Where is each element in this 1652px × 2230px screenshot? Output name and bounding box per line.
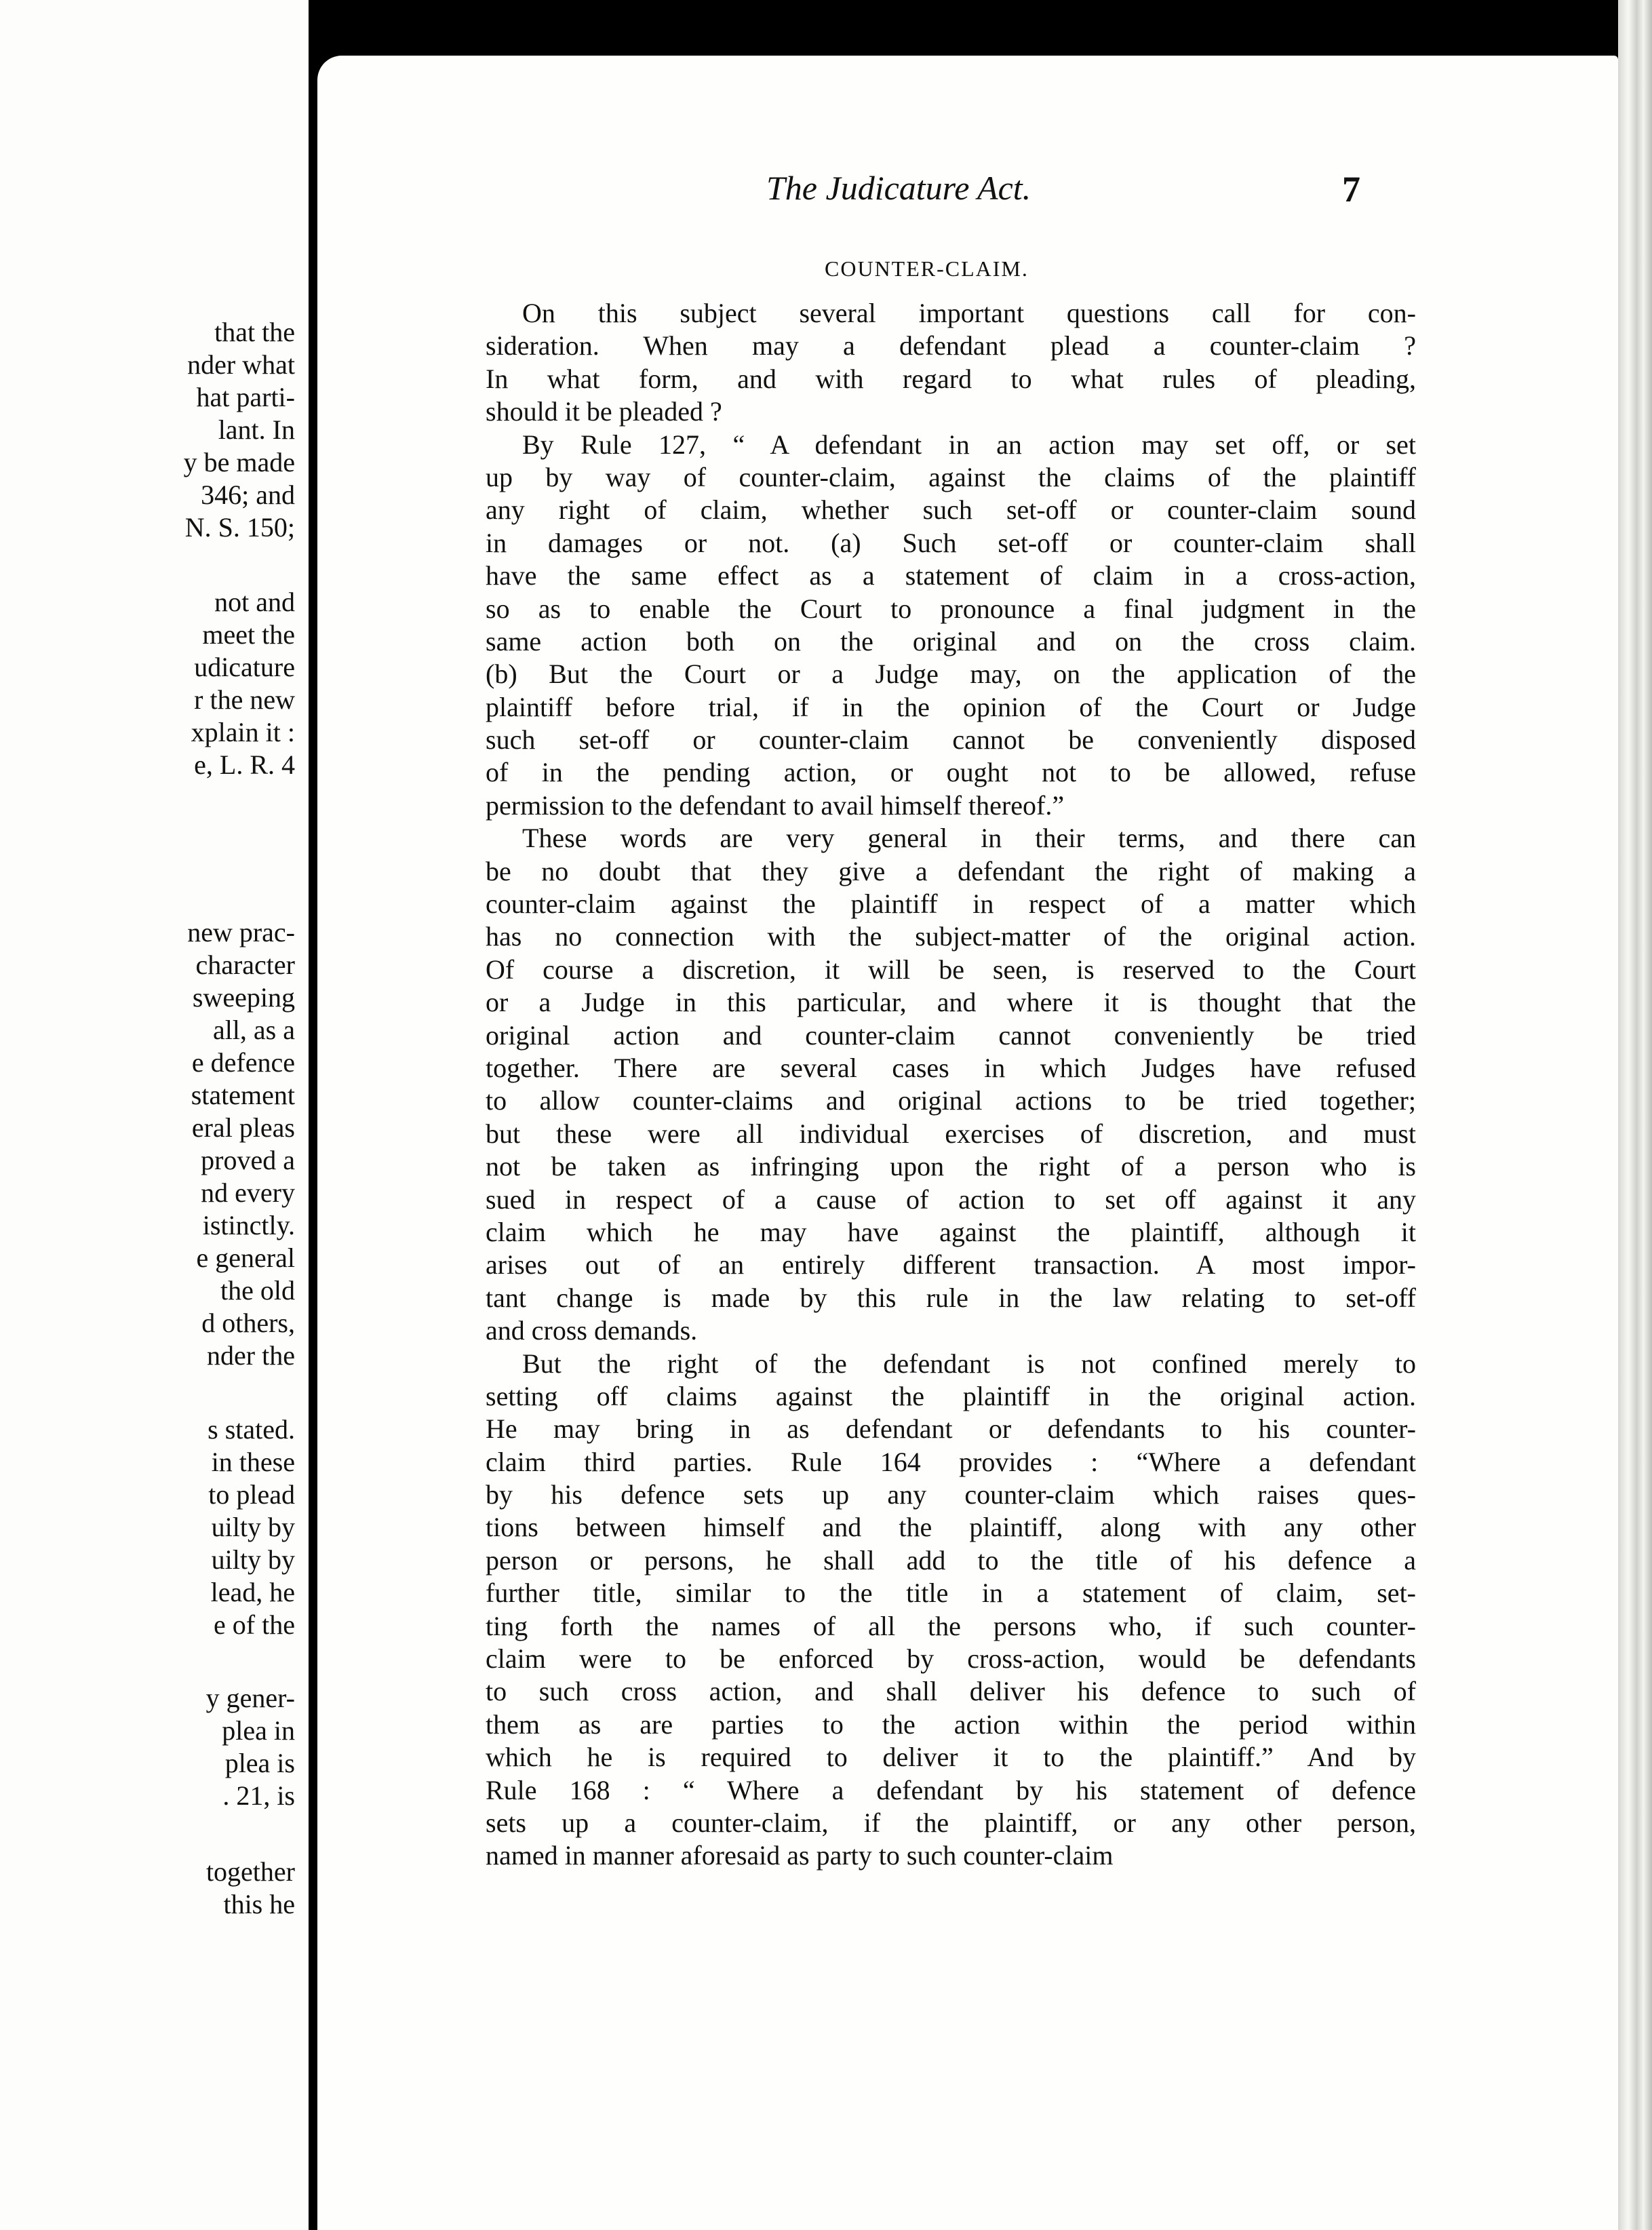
left-page-line: character	[195, 950, 295, 980]
left-page-line: this he	[223, 1889, 295, 1919]
left-page-line: . 21, is	[222, 1780, 295, 1811]
left-page-line: lant. In	[218, 414, 295, 445]
body-line: claim which he may have against the plaintiff, although it	[486, 1216, 1416, 1247]
left-page-line: e general	[196, 1243, 295, 1273]
left-page-line: uilty by	[211, 1544, 295, 1575]
left-page-line: udicature	[194, 652, 295, 682]
body-line: should it be pleaded ?	[486, 396, 722, 427]
body-line: original action and counter-claim cannot conveniently be tried	[486, 1019, 1416, 1051]
left-page-line: not and	[214, 587, 295, 617]
left-page-line: the old	[220, 1275, 295, 1306]
page-edge-stack	[1618, 0, 1652, 2230]
left-page-line: statement	[191, 1080, 295, 1110]
body-line: These words are very general in their terms, and there can	[522, 823, 1416, 854]
left-page-line: that the	[214, 317, 295, 347]
body-line: same action both on the original and on the cross claim.	[486, 625, 1416, 657]
left-page-line: 346; and	[201, 480, 295, 510]
body-line: such set-off or counter-claim cannot be conveniently disposed	[486, 724, 1416, 756]
header-title: The Judicature Act.	[766, 169, 1031, 207]
body-line: sideration. When may a defendant plead a counter-claim ?	[486, 330, 1416, 361]
left-page-line: plea in	[222, 1715, 295, 1746]
left-page-line: sweeping	[192, 982, 295, 1013]
page-number: 7	[1342, 169, 1360, 210]
body-line: By Rule 127, “ A defendant in an action may set off, or set	[522, 429, 1416, 460]
left-page-line: e, L. R. 4	[194, 749, 295, 780]
left-page-line: uilty by	[211, 1512, 295, 1542]
left-page-line: N. S. 150;	[184, 512, 295, 543]
body-line: setting off claims against the plaintiff in the original action.	[486, 1380, 1416, 1411]
body-line: so as to enable the Court to pronounce a final judgment in the	[486, 593, 1416, 624]
body-line: in damages or not. (a) Such set-off or counter-claim shall	[486, 527, 1416, 558]
body-line: but these were all individual exercises of discretion, and must	[486, 1118, 1416, 1149]
left-page-line: e of the	[214, 1609, 295, 1640]
left-page-line: s stated.	[208, 1414, 295, 1445]
body-line: Rule 168 : “ Where a defendant by his statement of defence	[486, 1774, 1416, 1805]
body-line: sets up a counter-claim, if the plaintiff, or any other person,	[486, 1807, 1416, 1838]
body-line: On this subject several important questions call for con-	[522, 298, 1416, 328]
left-page-line: plea is	[224, 1748, 295, 1778]
body-line: be no doubt that they give a defendant the right of making a	[486, 855, 1416, 886]
left-page-line: in these	[211, 1447, 295, 1477]
left-page-line: nder the	[207, 1340, 295, 1371]
left-page-line: nder what	[187, 349, 295, 380]
body-line: counter-claim against the plaintiff in respect of a matter which	[486, 888, 1416, 920]
left-page-line: eral pleas	[191, 1112, 295, 1143]
body-line: which he is required to deliver it to the plaintiff.” And by	[486, 1742, 1416, 1773]
body-line: sued in respect of a cause of action to set off against it any	[486, 1184, 1416, 1215]
body-text	[486, 297, 1416, 1873]
left-page-line: lead, he	[210, 1577, 295, 1607]
body-line: arises out of an entirely different transaction. A most impor-	[486, 1249, 1416, 1280]
body-line: (b) But the Court or a Judge may, on the application of the	[486, 659, 1416, 690]
left-page-line: together	[205, 1856, 295, 1887]
body-line: In what form, and with regard to what rules of pleading,	[486, 363, 1416, 394]
body-line: to such cross action, and shall deliver his defence to such of	[486, 1676, 1416, 1707]
body-line: ting forth the names of all the persons who, if such counter-	[486, 1610, 1416, 1641]
left-page-fragment	[0, 0, 309, 2230]
section-heading: COUNTER-CLAIM.	[825, 256, 1029, 281]
left-page-line: proved a	[201, 1145, 295, 1175]
body-line: up by way of counter-claim, against the claims of the plaintiff	[486, 461, 1416, 492]
body-line: But the right of the defendant is not confined merely to	[522, 1348, 1416, 1379]
body-line: has no connection with the subject-matter of the original action.	[486, 921, 1416, 952]
body-line: not be taken as infringing upon the right of a person who is	[486, 1151, 1416, 1182]
body-line: them as are parties to the action within the period within	[486, 1708, 1416, 1740]
left-page-line: y gener-	[205, 1683, 295, 1713]
left-page-line: e defence	[191, 1047, 295, 1078]
left-page-line: y be made	[183, 447, 295, 477]
body-line: to allow counter-claims and original actions to be tried together;	[486, 1085, 1416, 1116]
left-page-line: new prac-	[187, 917, 295, 947]
left-page-line: hat parti-	[196, 382, 295, 412]
body-line: together. There are several cases in which Judges have refused	[486, 1052, 1416, 1083]
body-line: tions between himself and the plaintiff, along with any other	[486, 1512, 1416, 1543]
left-page-line: nd every	[201, 1177, 295, 1208]
body-line: have the same effect as a statement of claim in a cross-action,	[486, 560, 1416, 591]
body-line: Of course a discretion, it will be seen, is reserved to the Court	[486, 954, 1416, 985]
left-page-line: istinctly.	[202, 1210, 295, 1240]
body-line: plaintiff before trial, if in the opinion of the Court or Judge	[486, 691, 1416, 722]
body-line: tant change is made by this rule in the law relating to set-off	[486, 1282, 1416, 1313]
body-line: He may bring in as defendant or defendants to his counter-	[486, 1413, 1416, 1445]
body-line: named in manner aforesaid as party to such counter-claim	[486, 1840, 1114, 1871]
left-page-line: xplain it :	[191, 717, 295, 747]
body-line: further title, similar to the title in a statement of claim, set-	[486, 1578, 1416, 1609]
body-line: claim third parties. Rule 164 provides : “Where a defendant	[486, 1446, 1416, 1477]
body-line: by his defence sets up any counter-claim which raises ques-	[486, 1479, 1416, 1510]
body-line: of in the pending action, or ought not to be allowed, refuse	[486, 757, 1416, 788]
running-header	[339, 168, 1360, 222]
body-line: any right of claim, whether such set-off or counter-claim sound	[486, 494, 1416, 526]
body-line: person or persons, he shall add to the title of his defence a	[486, 1544, 1416, 1576]
body-line: and cross demands.	[486, 1315, 698, 1346]
body-line: claim were to be enforced by cross-action, would be defendants	[486, 1643, 1416, 1675]
body-line: or a Judge in this particular, and where it is thought that the	[486, 987, 1416, 1018]
body-line: permission to the defendant to avail himself thereof.”	[486, 789, 1065, 821]
left-page-line: to plead	[208, 1479, 295, 1510]
left-page-line: all, as a	[212, 1015, 295, 1045]
left-page-line: meet the	[202, 619, 295, 650]
left-page-line: r the new	[194, 684, 295, 715]
left-page-line: d others,	[201, 1308, 295, 1338]
